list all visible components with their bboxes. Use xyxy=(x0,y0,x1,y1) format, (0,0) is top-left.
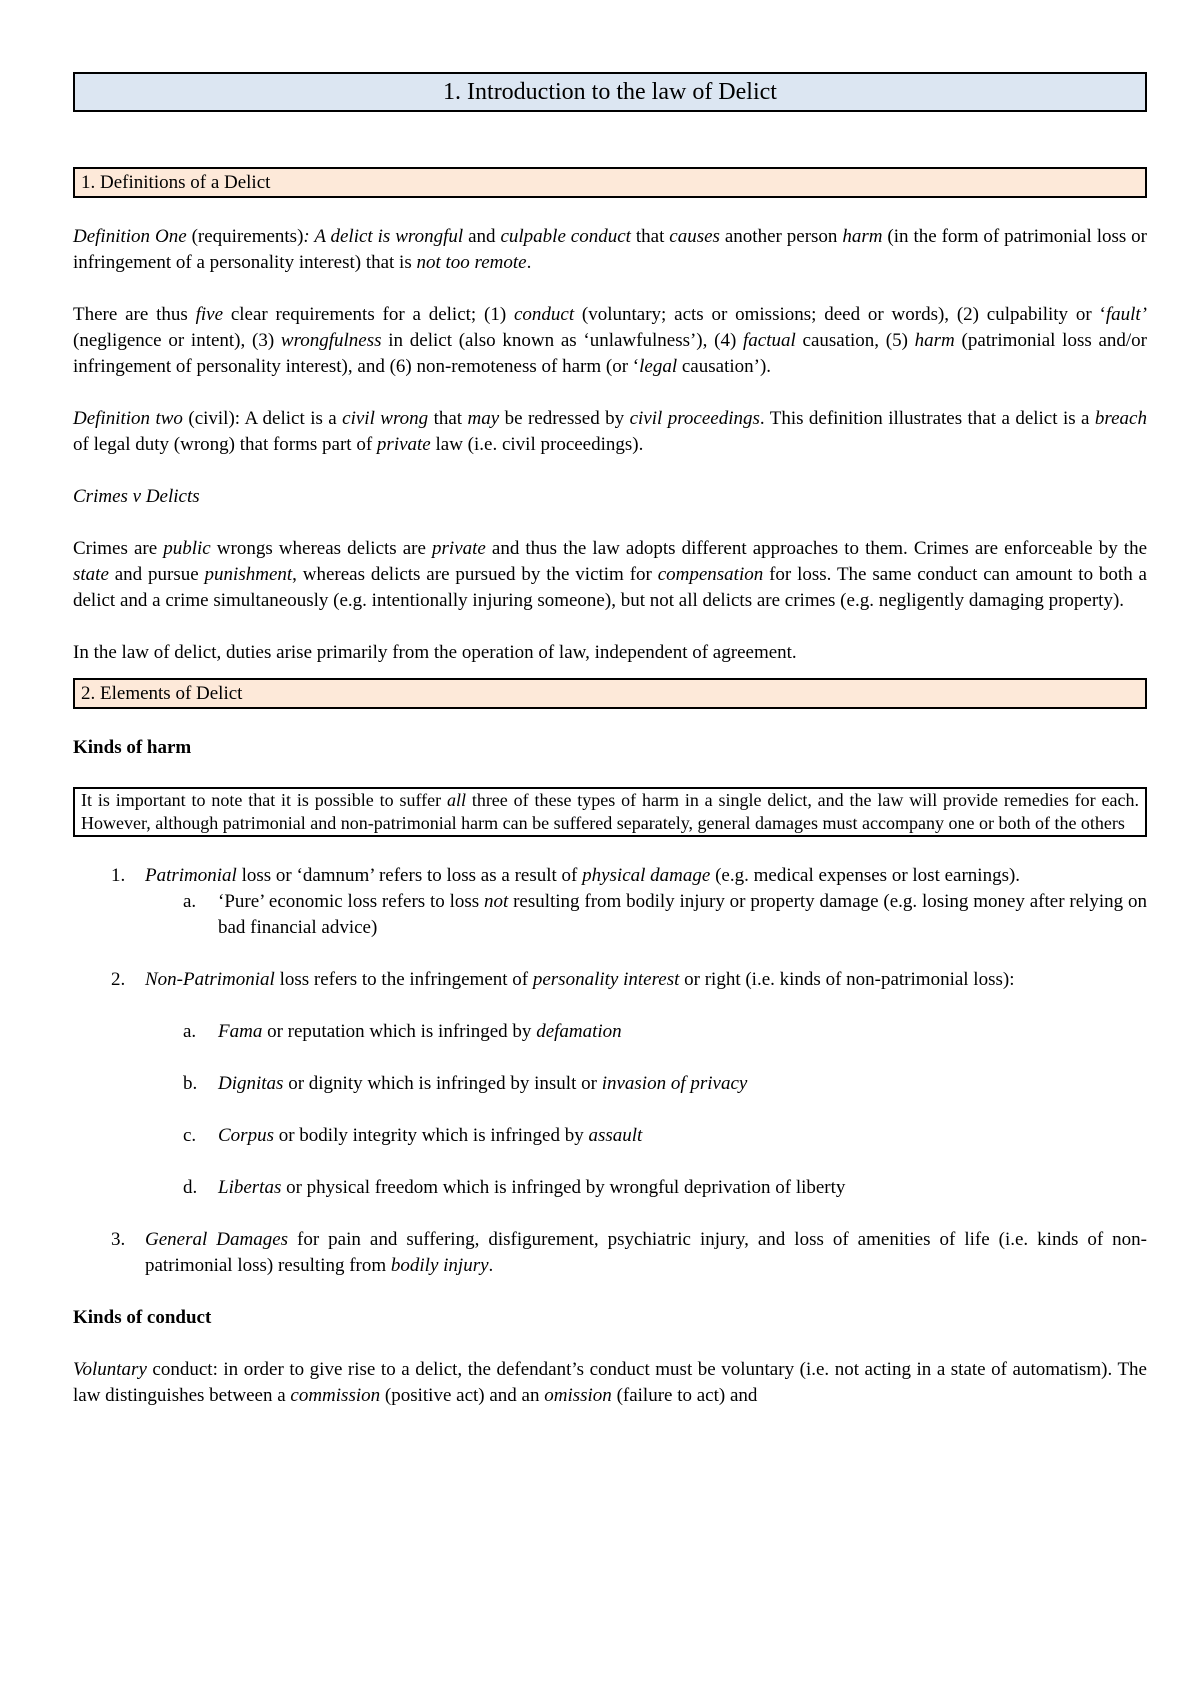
list-letter: a. xyxy=(183,891,197,912)
text: and thus the law adopts different approaches to them. Crimes are enforceable by the xyxy=(485,538,1148,559)
text: for loss. The same conduct can amount to both a delict and a crime simultaneously (e.g. intentionally injuring someone), but not all delicts are crimes (e.g. negligently damaging property). xyxy=(73,564,1147,611)
emphasis: all xyxy=(446,790,466,810)
sub-item-dignitas xyxy=(73,1071,1147,1097)
emphasis: Voluntary xyxy=(73,1359,147,1380)
text: (negligence or intent), (3) xyxy=(73,330,281,351)
text: (requirements) xyxy=(186,226,304,247)
text: , whereas delicts are pursued by the victim for xyxy=(292,564,658,585)
text: (voluntary; acts or omissions; deed or words), (2) culpability or ‘ xyxy=(574,304,1106,325)
crimes-paragraph xyxy=(73,536,1147,614)
emphasis: Libertas xyxy=(218,1177,282,1198)
emphasis: wrongfulness xyxy=(280,330,382,351)
bold-text: Kinds of harm xyxy=(73,737,192,758)
emphasis: state xyxy=(73,564,109,585)
emphasis: assault xyxy=(588,1125,643,1146)
emphasis: personality interest xyxy=(532,969,680,990)
text: causation, (5) xyxy=(795,330,915,351)
kinds-of-conduct-heading xyxy=(73,1305,1147,1331)
text: that xyxy=(630,226,670,247)
emphasis: commission xyxy=(290,1385,381,1406)
sub-item-libertas xyxy=(73,1175,1147,1201)
text: of legal duty (wrong) that forms part of xyxy=(73,434,377,455)
text: law (i.e. civil proceedings). xyxy=(430,434,644,455)
emphasis: harm xyxy=(914,330,955,351)
emphasis: Crimes v Delicts xyxy=(73,486,200,507)
sub-item-corpus xyxy=(73,1123,1147,1149)
emphasis: causes xyxy=(669,226,720,247)
text: and xyxy=(463,226,501,247)
emphasis: General Damages xyxy=(145,1229,289,1250)
emphasis: Fama xyxy=(218,1021,263,1042)
emphasis: private xyxy=(432,538,486,559)
crimes-v-delicts-heading xyxy=(73,484,1147,510)
emphasis: Corpus xyxy=(218,1125,274,1146)
text: . xyxy=(526,252,532,273)
emphasis: five xyxy=(195,304,224,325)
text: or bodily integrity which is infringed by xyxy=(273,1125,589,1146)
text: It is important to note that it is possible to suffer xyxy=(81,790,447,810)
emphasis: Definition two xyxy=(73,408,183,429)
text: that xyxy=(428,408,468,429)
text: loss refers to the infringement of xyxy=(274,969,533,990)
emphasis: Dignitas xyxy=(218,1073,284,1094)
list-number: 3. xyxy=(111,1229,126,1250)
emphasis: conduct xyxy=(513,304,575,325)
text: There are thus xyxy=(73,304,196,325)
definition-two-paragraph xyxy=(73,406,1147,458)
list-letter: b. xyxy=(183,1073,198,1094)
text: Crimes are xyxy=(73,538,164,559)
emphasis: Definition One xyxy=(73,226,187,247)
text: (failure to act) and xyxy=(611,1385,758,1406)
emphasis: may xyxy=(467,408,500,429)
requirements-paragraph xyxy=(73,302,1147,380)
text: loss or ‘damnum’ refers to loss as a result of xyxy=(236,865,583,886)
note-box xyxy=(73,787,1147,837)
list-number: 1. xyxy=(111,865,126,886)
text: (civil): A delict is a xyxy=(182,408,343,429)
emphasis: bodily injury xyxy=(390,1255,489,1276)
list-letter: a. xyxy=(183,1021,197,1042)
emphasis: not too remote xyxy=(416,252,527,273)
list-letter: d. xyxy=(183,1177,198,1198)
emphasis: harm xyxy=(842,226,883,247)
emphasis: legal xyxy=(639,356,678,377)
text: wrongs whereas delicts are xyxy=(210,538,433,559)
text: in delict (also known as ‘unlawfulness’), (4) xyxy=(381,330,744,351)
emphasis: punishment xyxy=(204,564,293,585)
list-item-general-damages xyxy=(73,1227,1147,1279)
document-content xyxy=(73,72,1147,1409)
text: or right (i.e. kinds of non-patrimonial loss): xyxy=(679,969,1015,990)
emphasis: physical damage xyxy=(582,865,711,886)
section-heading-definitions: 1. Definitions of a Delict xyxy=(73,167,1147,198)
list-item-non-patrimonial xyxy=(73,967,1147,993)
text: another person xyxy=(719,226,843,247)
emphasis: invasion of privacy xyxy=(601,1073,748,1094)
page-title: 1. Introduction to the law of Delict xyxy=(73,72,1147,112)
emphasis: defamation xyxy=(536,1021,622,1042)
emphasis: fault’ xyxy=(1105,304,1147,325)
text: resulting from bodily injury or property damage (e.g. losing money after relying on bad financial advice) xyxy=(218,891,1147,938)
emphasis: wrongful xyxy=(395,226,464,247)
text: or physical freedom which is infringed by wrongful deprivation of liberty xyxy=(281,1177,846,1198)
text: conduct: in order to give rise to a delict, the defendant’s conduct must be voluntary (i.e. not acting in a state of automatism). The law distinguishes between a xyxy=(73,1359,1147,1406)
text: causation’). xyxy=(677,356,772,377)
list-item-patrimonial xyxy=(73,863,1147,889)
emphasis: compensation xyxy=(657,564,764,585)
emphasis: Non-Patrimonial xyxy=(145,969,275,990)
text: three of these types of harm in a single delict, and the law will provide remedies for each. However, although patrimonial and non-patrimonial harm can be suffered separately, general damages must accompany one or both of the others xyxy=(81,790,1139,833)
text: (e.g. medical expenses or lost earnings). xyxy=(710,865,1021,886)
emphasis: : A delict is xyxy=(303,226,396,247)
voluntary-conduct-paragraph xyxy=(73,1357,1147,1409)
list-number: 2. xyxy=(111,969,126,990)
section-heading-elements: 2. Elements of Delict xyxy=(73,678,1147,709)
emphasis: private xyxy=(376,434,431,455)
text: . This definition illustrates that a delict is a xyxy=(759,408,1095,429)
emphasis: public xyxy=(163,538,211,559)
emphasis: omission xyxy=(544,1385,612,1406)
text: ‘Pure’ economic loss refers to loss xyxy=(218,891,484,912)
definition-one-paragraph xyxy=(73,224,1147,276)
kinds-of-harm-heading xyxy=(73,735,1147,761)
emphasis: not xyxy=(483,891,509,912)
emphasis: culpable conduct xyxy=(500,226,631,247)
sub-item-fama xyxy=(73,1019,1147,1045)
text: (positive act) and an xyxy=(380,1385,545,1406)
emphasis: factual xyxy=(743,330,796,351)
text: clear requirements for a delict; (1) xyxy=(223,304,514,325)
text: for pain and suffering, disfigurement, psychiatric injury, and loss of amenities of life (i.e. kinds of non-patrimonial loss) resulting from xyxy=(145,1229,1147,1276)
list-letter: c. xyxy=(183,1125,197,1146)
text: be redressed by xyxy=(499,408,630,429)
sub-item-pure-economic-loss xyxy=(73,889,1147,941)
text: or reputation which is infringed by xyxy=(262,1021,537,1042)
bold-text: Kinds of conduct xyxy=(73,1307,212,1328)
emphasis: civil wrong xyxy=(342,408,429,429)
text: . xyxy=(488,1255,494,1276)
text: (patrimonial loss and/or infringement of personality interest), and (6) non-remoteness of harm (or ‘ xyxy=(73,330,1148,377)
emphasis: Patrimonial xyxy=(145,865,237,886)
duties-paragraph: In the law of delict, duties arise primarily from the operation of law, independent of agreement. xyxy=(73,642,797,663)
text: or dignity which is infringed by insult or xyxy=(283,1073,602,1094)
emphasis: civil proceedings xyxy=(629,408,760,429)
text: and pursue xyxy=(108,564,205,585)
text: (in the form of patrimonial loss or infringement of a personality interest) that is xyxy=(73,226,1148,273)
emphasis: breach xyxy=(1094,408,1147,429)
